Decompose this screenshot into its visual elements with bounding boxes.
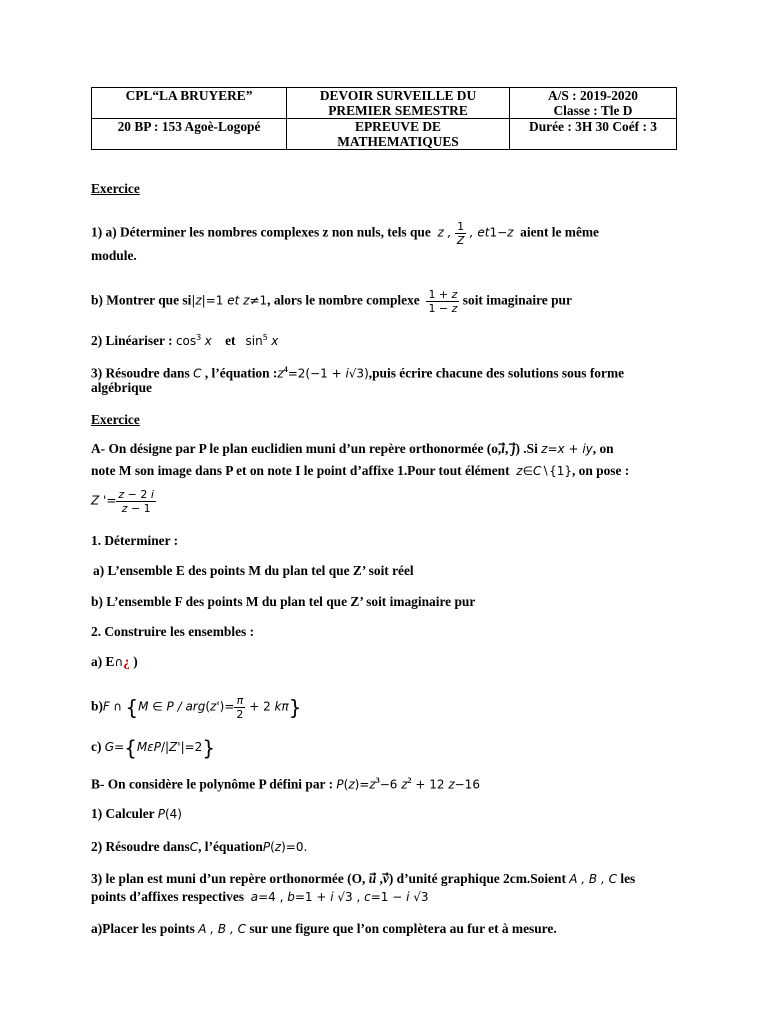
ex1-question-3-cont: algébrique — [91, 380, 153, 395]
ex2-b-question-2: 2) Résoudre dansC, l’équationP(z)=0. — [91, 839, 308, 854]
ex1-question-1a: 1) a) Déterminer les nombres complexes z non nuls, tels que z , $\frac{1}{Z}$ , et1−z aient le même — [91, 220, 599, 247]
ex1-question-3: 3) Résoudre dans C , l’équation $:z^4=2(-1$ + i√3),puis écrire chacune des solutions sous forme — [91, 365, 625, 381]
ex2-b-question-1: 1) Calculer P(4) — [91, 806, 182, 821]
ex2-question-2: 2. Construire les ensembles : — [91, 624, 255, 639]
school-name: CPL“LA BRUYERE” — [92, 88, 287, 119]
ex2-part-b-intro: B- On considère le polynôme P défini par : $P(z)=z^3-6$ $z^2 + 12$ z−16 — [91, 776, 480, 792]
exam-title: DEVOIR SURVEILLE DU PREMIER SEMESTRE — [287, 88, 510, 119]
ex2-b-question-3: 3) le plan est muni d’un repère orthonormée (O, u⃗ ,v) d’unité graphique 2cm.Soient A , B , C les — [91, 871, 636, 886]
exam-header-table — [91, 87, 677, 150]
ex1-question-1a-cont: module. — [91, 248, 137, 263]
ex2-question-1b: b) L’ensemble F des points M du plan tel que Z’ soit imaginaire pur — [91, 594, 476, 609]
subject: EPREUVE DE MATHEMATIQUES — [287, 119, 510, 150]
ex2-question-1: 1. Déterminer : — [91, 533, 179, 548]
exercise-1-title: Exercice — [91, 181, 140, 196]
ex1-question-1b: b) Montrer que si|z|=1 et z≠1, alors le nombre complexe $\frac{1 + z}{1 - z}$ soit imaginaire pur — [91, 288, 572, 315]
ex2-z-prime-definition: Z '= $\frac{z - 2 i}{z - 1}$ — [91, 488, 154, 515]
ex2-question-2c: c) G={MεP/|Z'|=2} — [91, 735, 216, 760]
duration-coef: Durée : 3H 30 Coéf : 3 — [510, 119, 677, 150]
ex1-question-2: 2) Linéariser : $\cos^3 x$ et $\sin^5 x$ — [91, 333, 279, 348]
ex2-part-a-line1: A- On désigne par P le plan euclidien muni d’un repère orthonormée (o,i⃗, j) .Si z=x + iy, on — [91, 441, 614, 456]
ex2-b-question-3-cont: points d’affixes respectives a=4 , b=1 + i √3 , c=1 − i √3 — [91, 889, 429, 904]
ex2-b-question-3a: a)Placer les points A , B , C sur une figure que l’on complètera au fur et à mesure. — [91, 921, 557, 936]
exercise-2-title: Exercice — [91, 412, 140, 427]
ex2-question-2a: a) E∩¿ ) — [91, 654, 138, 669]
ex2-part-a-line2: note M son image dans P et on note I le point d’affixe 1.Pour tout élément z∈C∖{1}, on pose : — [91, 463, 630, 478]
ex2-question-2b: b)F ∩ {M ∈ P / arg(z')= $\frac{\pi}{2}$ + 2 kπ} — [91, 694, 302, 721]
year-class: A/S : 2019-2020 Classe : Tle D — [510, 88, 677, 119]
school-address: 20 BP : 153 Agoè-Logopé — [92, 119, 287, 150]
ex2-question-1a: a) L’ensemble E des points M du plan tel que Z’ soit réel — [93, 563, 414, 578]
